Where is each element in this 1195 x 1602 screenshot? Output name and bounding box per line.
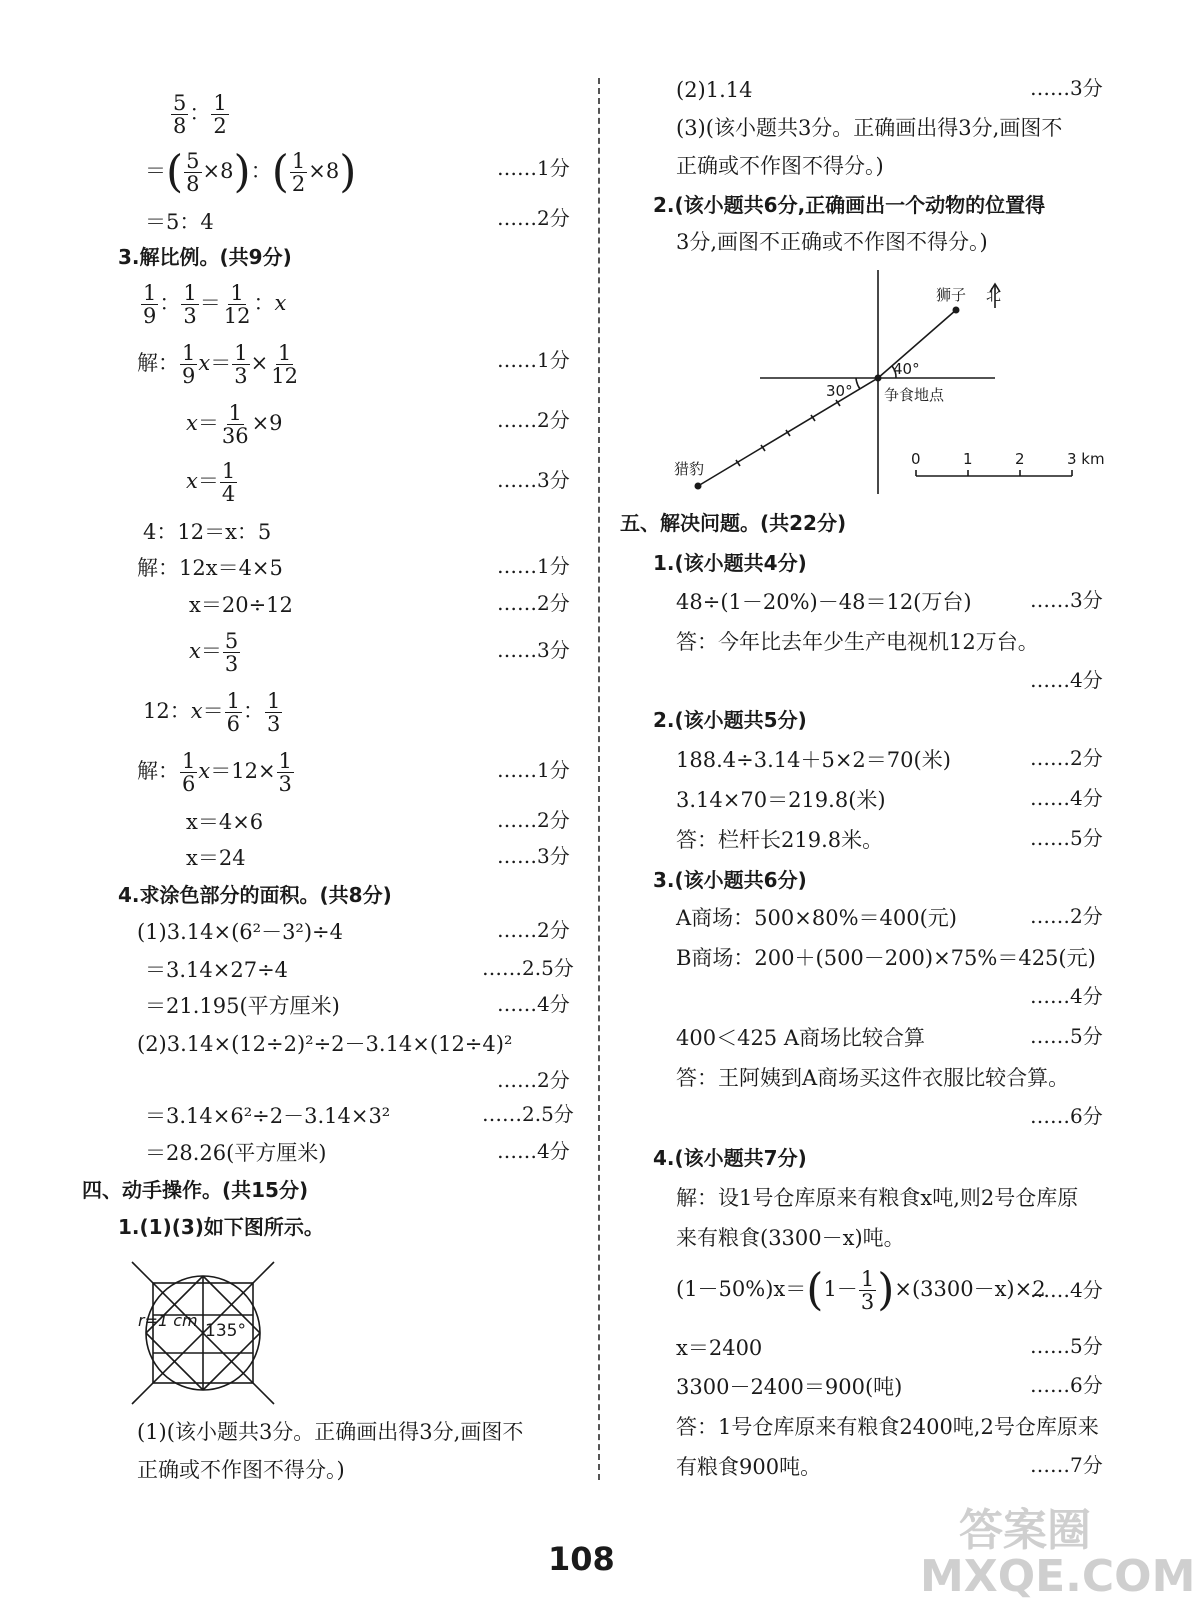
- q3-eq2-step3: x＝ $\frac{5}{3}$: [189, 629, 239, 677]
- ratio-line-3-points: ……2分: [497, 206, 570, 230]
- q3-eq2-step2-points: ……2分: [497, 591, 570, 615]
- q4-line-3-points: ……4分: [497, 992, 570, 1016]
- s5-q2-line-2-points: ……4分: [1030, 786, 1103, 810]
- scale-label-1: 1: [963, 450, 973, 468]
- q3-eq3-problem: 12：x＝ $\frac{1}{6}$ ： $\frac{1}{3}$: [143, 689, 281, 737]
- s5-q4-answer-line-2: 有粮食900吨。: [676, 1455, 822, 1479]
- s5-q4-line-2: 来有粮食(3300－x)吨。: [676, 1226, 905, 1250]
- s5-q3-line-2-points: ……4分: [1030, 984, 1103, 1008]
- q3-eq3-step3-points: ……3分: [497, 844, 570, 868]
- s5-q3-line-1-points: ……2分: [1030, 904, 1103, 928]
- q3-eq3-step2-points: ……2分: [497, 808, 570, 832]
- s5-q1-line-1: 48÷(1－20%)－48＝12(万台): [676, 590, 972, 614]
- q4-line-6: ＝28.26(平方厘米): [145, 1141, 327, 1165]
- s5-q1-line-1-points: ……3分: [1030, 588, 1103, 612]
- s4-note-line-1: (1)(该小题共3分。正确画出得3分,画图不: [137, 1420, 524, 1444]
- s5-q4-equation: (1－50%)x＝(1－ $\frac{1}{3}$ )×(3300－x)×2: [676, 1264, 1046, 1316]
- section-5-heading: 五、解决问题。(共22分): [620, 511, 847, 535]
- r-q2-line-1: 2.(该小题共6分,正确画出一个动物的位置得: [653, 193, 1046, 217]
- s5-q3-heading: 3.(该小题共6分): [653, 868, 807, 892]
- x-variable: x: [274, 291, 287, 316]
- s5-q4-answer-line-1: 答：1号仓库原来有粮食2400吨,2号仓库原来: [676, 1415, 1099, 1439]
- s5-q3-line-1: A商场：500×80%＝400(元): [676, 906, 957, 930]
- angle-40-label: 40°: [893, 360, 920, 378]
- s5-q4-x-points: ……5分: [1030, 1334, 1103, 1358]
- q3-eq1-step1-points: ……1分: [497, 348, 570, 372]
- s4-q1-heading: 1.(1)(3)如下图所示。: [118, 1215, 324, 1239]
- s5-q1-answer: 答：今年比去年少生产电视机12万台。: [676, 630, 1039, 654]
- scale-label-0: 0: [911, 450, 921, 468]
- s5-q2-line-1-points: ……2分: [1030, 746, 1103, 770]
- s5-q3-line-3-points: ……5分: [1030, 1024, 1103, 1048]
- r-p2: (2)1.14: [676, 78, 753, 102]
- s4-note-line-2: 正确或不作图不得分。): [137, 1458, 345, 1482]
- ratio-line-1: $\frac{5}{8}$ ： $\frac{1}{2}$: [173, 91, 227, 139]
- q3-eq2-step2: x＝20÷12: [189, 593, 293, 617]
- s5-q4-answer-points: ……7分: [1030, 1453, 1103, 1477]
- angle-30-label: 30°: [826, 382, 853, 400]
- q4-line-4-points: ……2分: [497, 1068, 570, 1092]
- s5-q3-answer: 答：王阿姨到A商场买这件衣服比较合算。: [676, 1066, 1070, 1090]
- north-label: 北: [986, 286, 1002, 304]
- angle-arc-30: [856, 378, 860, 389]
- scale-label-3: 3 km: [1067, 450, 1105, 468]
- s5-q4-equation-left: (1－50%)x＝: [676, 1277, 807, 1302]
- q4-heading: 4.求涂色部分的面积。(共8分): [118, 883, 392, 907]
- lion-label: 狮子: [936, 286, 967, 304]
- column-divider: [598, 78, 600, 1480]
- q4-line-1-points: ……2分: [497, 918, 570, 942]
- q3-eq3-step1: 解： $\frac{1}{6}$ x＝12× $\frac{1}{3}$: [137, 749, 292, 797]
- radius-label: r=1 cm: [138, 1311, 198, 1330]
- ratio-line-2: ＝( $\frac{5}{8}$ ×8)：( $\frac{1}{2}$ ×8): [145, 146, 357, 198]
- q3-eq2-problem: 4：12＝x：5: [143, 520, 272, 544]
- leopard-label: 猎豹: [674, 460, 705, 478]
- q3-eq3-step2: x＝4×6: [186, 810, 264, 834]
- s5-q3-line-2: B商场：200＋(500－200)×75%＝425(元): [676, 946, 1096, 970]
- leopard-point: [695, 483, 702, 490]
- s5-q4-calc-points: ……6分: [1030, 1373, 1103, 1397]
- s5-q2-answer: 答：栏杆长219.8米。: [676, 828, 884, 852]
- watermark-logo: 答案圈 MXQE.COM: [920, 1505, 1195, 1602]
- q3-eq2-step1: 解：12x＝4×5: [137, 556, 283, 580]
- s5-q3-answer-points: ……6分: [1030, 1104, 1103, 1128]
- q4-line-6-points: ……4分: [497, 1139, 570, 1163]
- q3-eq1-problem: $\frac{1}{9}$ ： $\frac{1}{3}$ ＝ $\frac{1}{12}$ ：x: [143, 281, 287, 329]
- q4-line-5: ＝3.14×6²÷2－3.14×3²: [145, 1104, 391, 1128]
- q4-line-5-points: ……2.5分: [482, 1102, 574, 1126]
- s5-q2-line-2: 3.14×70＝219.8(米): [676, 788, 886, 812]
- ratio-line-2-points: ……1分: [497, 156, 570, 180]
- s5-q3-line-3: 400＜425 A商场比较合算: [676, 1026, 926, 1050]
- r-q2-line-2: 3分,画图不正确或不作图不得分。): [676, 230, 988, 254]
- q4-line-1: (1)3.14×(6²－3²)÷4: [137, 920, 344, 944]
- q3-eq1-step3-points: ……3分: [497, 468, 570, 492]
- s5-q1-answer-points: ……4分: [1030, 668, 1103, 692]
- s5-q4-heading: 4.(该小题共7分): [653, 1146, 807, 1170]
- circle-square-figure: [128, 1258, 278, 1408]
- q3-eq2-step1-points: ……1分: [497, 554, 570, 578]
- s5-q2-answer-points: ……5分: [1030, 826, 1103, 850]
- r-p3-line-1: (3)(该小题共3分。正确画出得3分,画图不: [676, 116, 1063, 140]
- position-map: [660, 264, 1120, 500]
- s5-q4-x: x＝2400: [676, 1336, 763, 1360]
- center-label: 争食地点: [884, 386, 945, 404]
- q3-eq3-step3: x＝24: [186, 846, 246, 870]
- s5-q4-equation-points: ……4分: [1030, 1278, 1103, 1302]
- scale-label-2: 2: [1015, 450, 1025, 468]
- q3-eq3-step1-points: ……1分: [497, 758, 570, 782]
- s5-q2-heading: 2.(该小题共5分): [653, 708, 807, 732]
- page-number: 108: [548, 1540, 615, 1578]
- r-p3-line-2: 正确或不作图不得分。): [676, 154, 884, 178]
- lion-point: [953, 307, 960, 314]
- q4-line-2-points: ……2.5分: [482, 956, 574, 980]
- q4-line-2: ＝3.14×27÷4: [145, 958, 289, 982]
- s5-q4-equation-right: ×(3300－x)×2: [894, 1277, 1046, 1302]
- solution-prefix: 解：: [137, 351, 179, 376]
- q4-line-3: ＝21.195(平方厘米): [145, 994, 340, 1018]
- r-p2-points: ……3分: [1030, 76, 1103, 100]
- q3-eq1-step2: x＝ $\frac{1}{36}$ ×9: [186, 401, 283, 449]
- section-4-heading: 四、动手操作。(共15分): [82, 1178, 309, 1202]
- s5-q1-heading: 1.(该小题共4分): [653, 551, 807, 575]
- q3-eq1-step2-points: ……2分: [497, 408, 570, 432]
- q3-eq1-step3: x＝ $\frac{1}{4}$: [186, 459, 236, 507]
- ratio-line-3: ＝5：4: [145, 210, 214, 234]
- q4-line-4: (2)3.14×(12÷2)²÷2－3.14×(12÷4)²: [137, 1032, 513, 1056]
- q3-heading: 3.解比例。(共9分): [118, 245, 292, 269]
- s5-q4-calc: 3300－2400＝900(吨): [676, 1375, 903, 1399]
- q3-eq1-step1: 解： $\frac{1}{9}$ x＝ $\frac{1}{3}$ × $\frac{1}{12}$: [137, 341, 298, 389]
- s5-q4-line-1: 解：设1号仓库原来有粮食x吨,则2号仓库原: [676, 1186, 1079, 1210]
- s5-q2-line-1: 188.4÷3.14＋5×2＝70(米): [676, 748, 951, 772]
- angle-label: 135°: [205, 1321, 246, 1341]
- q3-eq2-step3-points: ……3分: [497, 638, 570, 662]
- center-point: [875, 375, 882, 382]
